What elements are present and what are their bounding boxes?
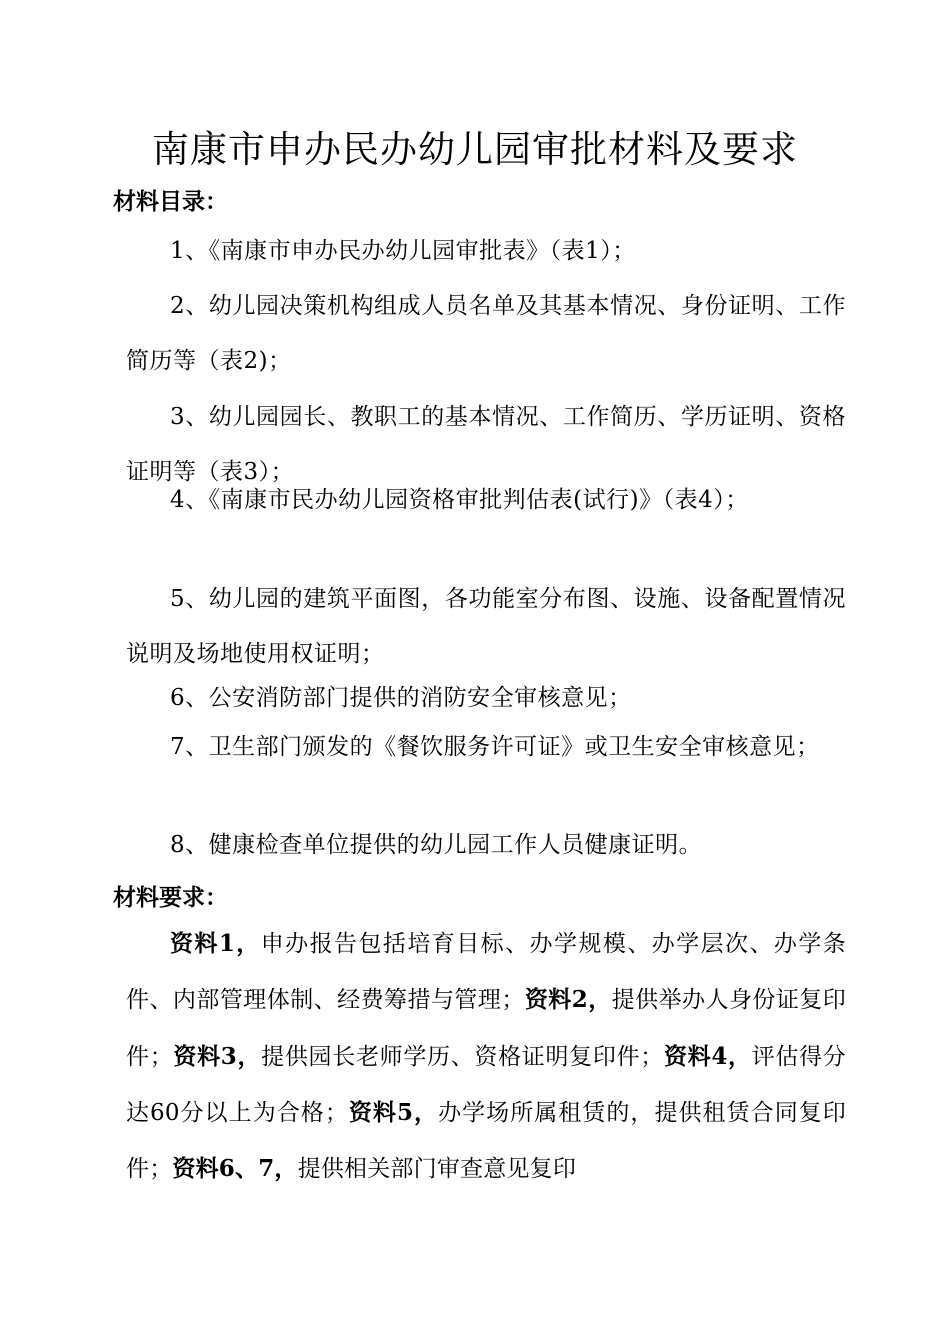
requirement-label: 资料4，: [663, 1042, 752, 1070]
catalog-item: 1、《南康市申办民办幼儿园审批表》（表1）；: [170, 238, 636, 264]
requirement-text: 办学场所属租赁的，提供租赁合同复印件；: [126, 1099, 846, 1183]
catalog-item: 4、《南康市民办幼儿园资格审批判估表(试行)》（表4）；: [170, 487, 749, 513]
catalog-item: 6、公安消防部门提供的消防安全审核意见；: [170, 685, 632, 711]
requirement-text: 提供园长老师学历、资格证明复印件；: [261, 1043, 664, 1070]
requirement-label: 资料2，: [524, 986, 612, 1014]
catalog-item: 7、卫生部门颁发的《餐饮服务许可证》或卫生安全审核意见；: [170, 734, 820, 760]
requirement-text: 评估得分达60分以上为合格；: [126, 1043, 846, 1126]
catalog-item: 3、幼儿园园长、教职工的基本情况、工作简历、学历证明、资格证明等（表3）；: [126, 404, 846, 486]
requirements-paragraph: [126, 916, 846, 1197]
catalog-item: 5、幼儿园的建筑平面图，各功能室分布图、设施、设备配置情况说明及场地使用权证明；: [126, 586, 846, 668]
requirement-text: 申办报告包括培育目标、办学规模、办学层次、办学条件、内部管理体制、经费筹措与管理；: [126, 931, 846, 1014]
catalog-heading: 材料目录：: [113, 189, 228, 215]
requirements-heading: 材料要求：: [113, 885, 228, 911]
requirement-text: 提供举办人身份证复印件；: [126, 987, 847, 1070]
requirement-label: 资料3，: [172, 1042, 262, 1070]
catalog-item: 8、健康检查单位提供的幼儿园工作人员健康证明。: [170, 832, 703, 858]
document-title: 南康市申办民办幼儿园审批材料及要求: [152, 128, 798, 171]
catalog-item: 2、幼儿园决策机构组成人员名单及其基本情况、身份证明、工作简历等（表2)；: [126, 293, 846, 375]
requirement-text: 提供相关部门审查意见复印: [297, 1156, 577, 1183]
requirement-label: 资料5，: [348, 1098, 439, 1126]
requirement-label: 资料6、7，: [172, 1155, 298, 1183]
requirement-label: 资料1，: [170, 930, 261, 957]
